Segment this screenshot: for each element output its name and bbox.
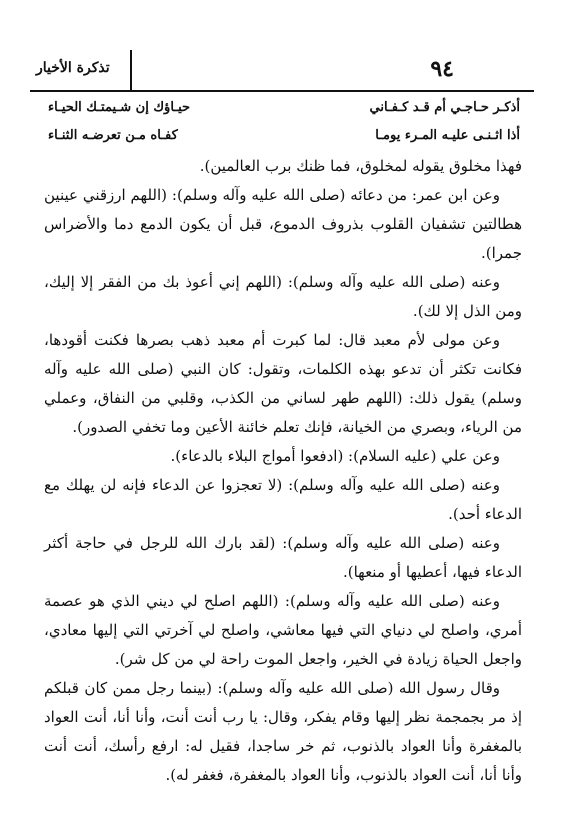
- page-header: [30, 50, 534, 92]
- running-title: تذكرة الأخيار: [36, 60, 110, 76]
- paragraph: وعنه (صلى الله عليه وآله وسلم): (اللهم اصلح لي ديني الذي هو عصمة أمري، واصلح لي دنياي التي فيها معاشي، واصلح لي آخرتي التي إليها معادي، واجعل الحياة زيادة في الخير، واجعل الموت راحة لي من كل شر).: [44, 592, 522, 668]
- verse-line-1-second-hemistich: حيـاؤك إن شـيمتـك الحيـاء: [48, 100, 191, 115]
- verse-line-2-first-hemistich: أذا اثـنـى عليـه المـرء يومـا: [375, 128, 520, 143]
- verse-line-2-second-hemistich: كفـاه مـن تعرضـه الثنـاء: [48, 128, 178, 143]
- paragraph: وعنه (صلى الله عليه وآله وسلم): (اللهم إني أعوذ بك من الفقر إلا إليك، ومن الذل إلا لك).: [44, 273, 522, 320]
- paragraph: وعنه (صلى الله عليه وآله وسلم): (لقد بارك الله للرجل في حاجة أكثر الدعاء فيها، أعطيها أو منعها).: [44, 534, 522, 581]
- paragraph: وقال رسول الله (صلى الله عليه وآله وسلم): (بينما رجل ممن كان قبلكم إذ مر بجمجمة نظر إليها وقام يفكر، وقال: يا رب أنت أنت، وأنا أنا، أنت العواد بالمغفرة وأنا العواد بالذنوب، ثم خر ساجدا، فقيل له: ارفع رأسك، أنت أنت وأنا أنا، أنت العواد بالذنوب، وأنا العواد بالمغفرة، فغفر له).: [44, 679, 522, 784]
- body-text: [44, 152, 522, 790]
- page-number: ٩٤: [430, 56, 454, 82]
- header-divider: [130, 50, 132, 90]
- paragraph: وعنه (صلى الله عليه وآله وسلم): (لا تعجزوا عن الدعاء فإنه لن يهلك مع الدعاء أحد).: [44, 476, 522, 523]
- paragraph: وعن مولى لأم معبد قال: لما كبرت أم معبد ذهب بصرها فكنت أقودها، فكانت تكثر أن تدعو بهذه الكلمات، وتقول: كان النبي (صلى الله عليه وآله وسلم) يقول ذلك: (اللهم طهر لساني من الكذب، وقلبي من النفاق، وعملي من الرياء، وبصري من الخيانة، فإنك تعلم خائنة الأعين وما تخفي الصدور).: [44, 331, 522, 436]
- paragraph: وعن ابن عمر: من دعائه (صلى الله عليه وآله وسلم): (اللهم ارزقني عينين هطالتين تشفيان القلوب بذروف الدموع، قبل أن يكون الدمع دما والأضراس جمرا).: [44, 186, 522, 262]
- paragraph: وعن علي (عليه السلام): (ادفعوا أمواج البلاء بالدعاء).: [170, 447, 500, 465]
- paragraph: فهذا مخلوق يقوله لمخلوق، فما ظنك برب العالمين).: [199, 157, 522, 175]
- verse-line-1-first-hemistich: أذكـر حـاجـي أم قـد كـفـاني: [369, 100, 520, 115]
